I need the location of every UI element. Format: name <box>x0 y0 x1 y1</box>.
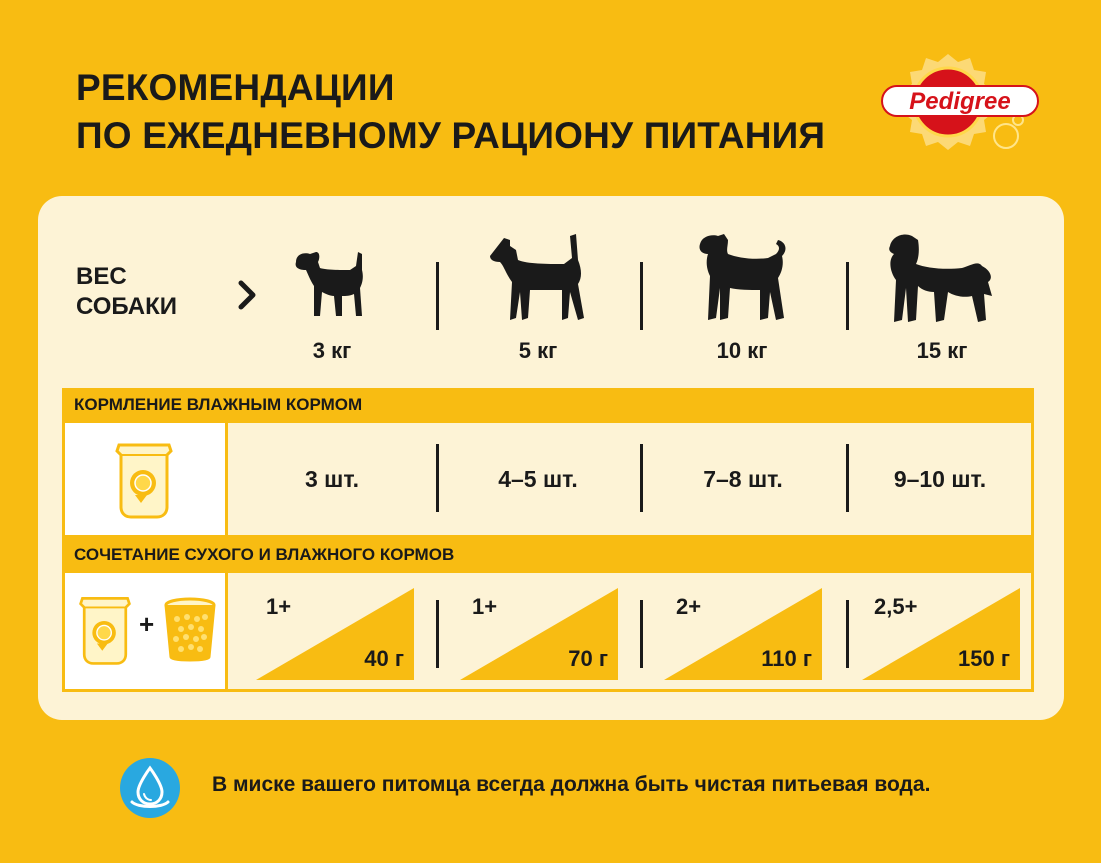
weight-label-2: 5 кг <box>518 338 558 363</box>
dry-food-cup-icon <box>163 597 217 665</box>
brand-name: Pedigree <box>909 88 1011 115</box>
pedigree-logo <box>870 40 1050 170</box>
pouch-count-4: 2,5+ <box>874 594 918 619</box>
pouch-count-2: 1+ <box>472 594 498 619</box>
weight-label-1: 3 кг <box>312 338 352 363</box>
chevron-right-icon <box>238 280 258 310</box>
pouch-icon <box>77 593 133 667</box>
divider <box>846 262 849 330</box>
mixed-food-icon-cell <box>62 570 228 692</box>
small-dog-silhouette-icon <box>290 248 370 320</box>
wet-food-value-2: 4–5 шт. <box>498 466 578 492</box>
divider <box>846 444 849 512</box>
divider <box>640 262 643 330</box>
title-line-1: РЕКОМЕНДАЦИИ <box>76 67 395 108</box>
dry-grams-1: 40 г <box>364 646 404 671</box>
dog-weight-label: ВЕС СОБАКИ <box>76 263 177 320</box>
divider <box>640 444 643 512</box>
water-drop-icon <box>118 756 182 820</box>
dry-grams-3: 110 г <box>761 646 812 671</box>
divider <box>436 444 439 512</box>
pouch-count-3: 2+ <box>676 594 702 619</box>
pouch-count-1: 1+ <box>266 594 292 619</box>
pouch-icon <box>113 441 175 519</box>
title-line-2: ПО ЕЖЕДНЕВНОМУ РАЦИОНУ ПИТАНИЯ <box>76 115 826 156</box>
wet-food-value-3: 7–8 шт. <box>703 466 783 492</box>
wet-food-header: КОРМЛЕНИЕ ВЛАЖНЫМ КОРМОМ <box>62 388 1034 422</box>
mixed-food-header: СОЧЕТАНИЕ СУХОГО И ВЛАЖНОГО КОРМОВ <box>62 538 1034 572</box>
terrier-dog-silhouette-icon <box>696 232 790 322</box>
divider <box>436 262 439 330</box>
dry-grams-2: 70 г <box>568 646 608 671</box>
spaniel-dog-silhouette-icon <box>886 230 996 324</box>
plus-sign: + <box>139 609 155 639</box>
wet-food-icon-cell <box>62 420 228 538</box>
weight-label-4: 15 кг <box>916 338 968 363</box>
medium-dog-silhouette-icon <box>486 234 592 322</box>
weight-label-3: 10 кг <box>716 338 768 363</box>
dry-grams-4: 150 г <box>958 646 1010 671</box>
wet-food-value-1: 3 шт. <box>305 466 359 492</box>
water-note: В миске вашего питомца всегда должна быть чистая питьевая вода. <box>212 773 931 796</box>
divider <box>846 600 849 668</box>
page-title <box>76 64 825 160</box>
divider <box>640 600 643 668</box>
wet-food-value-4: 9–10 шт. <box>893 466 987 492</box>
divider <box>436 600 439 668</box>
